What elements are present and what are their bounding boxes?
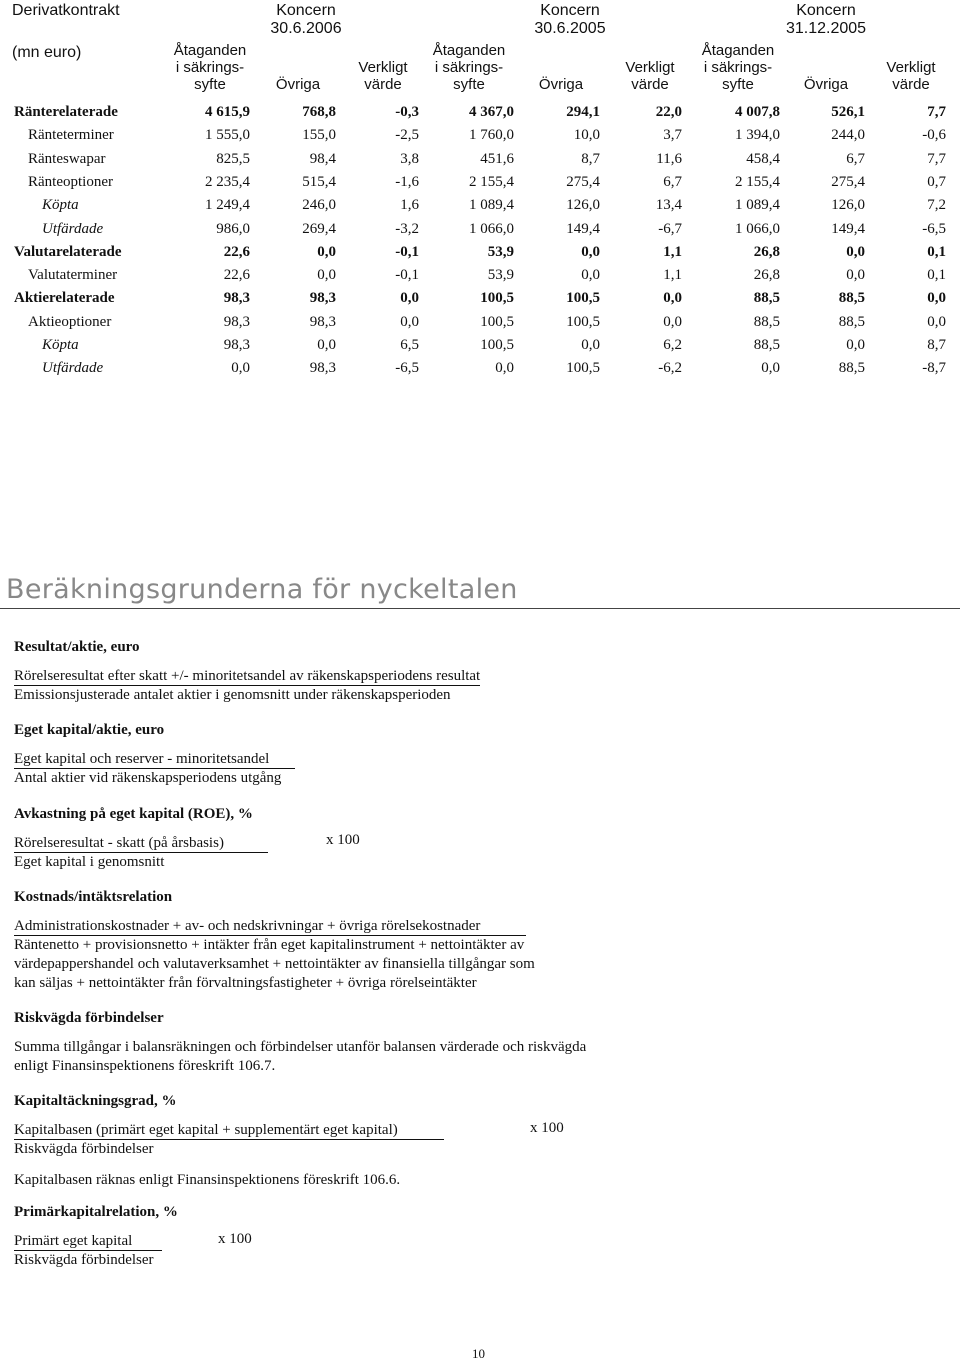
col-header-line: i säkrings- xyxy=(434,59,504,76)
group-header-2005-12 xyxy=(746,2,906,38)
table-cell: 1 089,4 xyxy=(469,197,514,214)
table-cell: 98,4 xyxy=(309,150,336,167)
col-header-line: syfte xyxy=(722,76,754,93)
group-line1: Koncern xyxy=(276,2,336,19)
table-cell: 0,0 xyxy=(846,337,865,353)
table-cell: 88,5 xyxy=(753,290,780,307)
table-cell: 149,4 xyxy=(831,220,865,237)
kf-text-line: Summa tillgångar i balansräkningen och förbindelser utanför balansen värderade och riskvägda xyxy=(14,1039,587,1055)
group-line1: Koncern xyxy=(540,2,600,19)
kf-denominator-line: kan säljas + nettointäkter från förvaltningsfastigheter + övriga rörelseintäkter xyxy=(14,975,477,991)
kf-denominator: Riskvägda förbindelser xyxy=(14,1252,154,1268)
table-cell: 1 066,0 xyxy=(469,220,514,237)
table-cell: 53,9 xyxy=(487,267,514,284)
row-label: Aktieoptioner xyxy=(28,313,112,330)
table-cell: 1,1 xyxy=(663,267,682,284)
table-cell: 126,0 xyxy=(831,197,865,214)
table-cell: 0,0 xyxy=(400,290,419,307)
kf-equity-per-share xyxy=(14,721,295,788)
table-cell: 2 155,4 xyxy=(735,173,780,190)
table-cell: 88,5 xyxy=(838,290,865,307)
table-cell: 7,7 xyxy=(927,104,946,120)
table-cell: 0,0 xyxy=(231,360,250,377)
table-cell: 100,5 xyxy=(480,337,514,353)
table-cell: 98,3 xyxy=(223,290,250,307)
table-title: Derivatkontrakt xyxy=(12,2,120,19)
table-row xyxy=(0,314,960,337)
table-cell: 515,4 xyxy=(302,173,336,190)
kf-numerator: Kapitalbasen (primärt eget kapital + supplementärt eget kapital) xyxy=(14,1122,444,1140)
kf-eps xyxy=(14,638,480,705)
col-header-ovriga: Övriga xyxy=(538,76,584,93)
table-cell: 0,0 xyxy=(663,290,682,307)
table-cell: 6,7 xyxy=(846,150,865,167)
section-divider xyxy=(0,608,960,609)
group-line1: Koncern xyxy=(796,2,856,19)
table-cell: 98,3 xyxy=(309,360,336,377)
table-row xyxy=(0,127,960,150)
table-row xyxy=(0,104,960,127)
table-cell: 98,3 xyxy=(309,313,336,330)
kf-numerator: Eget kapital och reserver - minoritetsandel xyxy=(14,751,295,769)
table-cell: 526,1 xyxy=(831,104,865,120)
kf-numerator: Rörelseresultat - skatt (på årsbasis) xyxy=(14,835,268,853)
table-cell: -6,7 xyxy=(658,220,682,237)
table-cell: 155,0 xyxy=(302,127,336,144)
kf-denominator-line: Räntenetto + provisionsnetto + intäkter från eget kapitalinstrument + nettointäkter av xyxy=(14,937,525,953)
group-line2: 31.12.2005 xyxy=(785,20,867,37)
table-cell: 458,4 xyxy=(746,150,780,167)
table-cell: 1 249,4 xyxy=(205,197,250,214)
table-cell: 88,5 xyxy=(753,337,780,353)
row-label: Valutaterminer xyxy=(28,267,118,284)
table-cell: -6,5 xyxy=(395,360,419,377)
table-cell: 126,0 xyxy=(566,197,600,214)
kf-title: Riskvägda förbindelser xyxy=(14,1010,164,1026)
table-cell: 275,4 xyxy=(831,173,865,190)
table-cell: 0,0 xyxy=(761,360,780,377)
kf-risk-weighted xyxy=(14,1009,586,1076)
table-cell: 0,0 xyxy=(846,243,865,260)
table-cell: 7,7 xyxy=(927,150,946,167)
kf-numerator: Primärt eget kapital xyxy=(14,1233,162,1251)
kf-multiplier: x 100 xyxy=(530,1120,564,1136)
col-header-line: Åtaganden xyxy=(173,42,247,59)
table-cell: 0,0 xyxy=(495,360,514,377)
row-label: Köpta xyxy=(42,197,79,214)
table-cell: 246,0 xyxy=(302,197,336,214)
row-label: Köpta xyxy=(42,337,79,353)
table-cell: 1,6 xyxy=(400,197,419,214)
group-line2: 30.6.2005 xyxy=(534,20,606,37)
group-header-2005-06 xyxy=(490,2,650,38)
table-cell: 100,5 xyxy=(480,290,514,307)
row-label: Utfärdade xyxy=(42,220,104,237)
table-cell: 0,1 xyxy=(927,267,946,284)
table-cell: 100,5 xyxy=(566,360,600,377)
table-cell: -3,2 xyxy=(395,220,419,237)
kf-numerator: Administrationskostnader + av- och nedskrivningar + övriga rörelsekostnader xyxy=(14,918,526,936)
col-header-line: i säkrings- xyxy=(175,59,245,76)
table-cell: -0,3 xyxy=(395,104,419,120)
page-number: 10 xyxy=(472,1346,485,1361)
table-cell: -6,2 xyxy=(658,360,682,377)
table-cell: 451,6 xyxy=(480,150,514,167)
table-cell: 53,9 xyxy=(487,243,514,260)
kf-denominator: Emissionsjusterade antalet aktier i genomsnitt under räkenskapsperioden xyxy=(14,687,451,703)
table-cell: 10,0 xyxy=(573,127,600,144)
kf-title: Resultat/aktie, euro xyxy=(14,639,140,655)
col-header-line: i säkrings- xyxy=(703,59,773,76)
table-cell: 6,5 xyxy=(400,337,419,353)
table-cell: 98,3 xyxy=(309,290,336,307)
table-cell: 88,5 xyxy=(753,313,780,330)
group-line2: 30.6.2006 xyxy=(270,20,342,37)
kf-roe xyxy=(14,805,268,872)
row-label: Ränteoptioner xyxy=(28,173,113,190)
kf-title: Eget kapital/aktie, euro xyxy=(14,722,165,738)
kf-denominator: Eget kapital i genomsnitt xyxy=(14,854,165,870)
group-header-2006 xyxy=(226,2,386,38)
table-cell: 4 007,8 xyxy=(735,104,780,120)
table-cell: 0,0 xyxy=(581,267,600,284)
table-cell: 100,5 xyxy=(566,290,600,307)
col-header-line: Åtaganden xyxy=(701,42,775,59)
kf-capital-adequacy xyxy=(14,1092,444,1190)
col-header-line: värde xyxy=(631,76,669,93)
table-cell: 26,8 xyxy=(753,243,780,260)
table-row xyxy=(0,244,960,267)
kf-denominator-line: värdepappershandel och valutaverksamhet + nettointäkter av finansiella tillgångar som xyxy=(14,956,535,972)
col-header-ataganden xyxy=(165,42,255,93)
kf-denominator: Riskvägda förbindelser xyxy=(14,1141,154,1157)
table-cell: 0,0 xyxy=(927,313,946,330)
kf-title: Primärkapitalrelation, % xyxy=(14,1204,178,1220)
row-label: Ränterelaterade xyxy=(14,104,118,120)
col-header-line: Åtaganden xyxy=(432,42,506,59)
col-header-line: Verkligt xyxy=(886,59,936,76)
table-cell: 0,0 xyxy=(663,313,682,330)
row-label: Valutarelaterade xyxy=(14,243,122,260)
table-cell: 6,2 xyxy=(663,337,682,353)
table-cell: 825,5 xyxy=(216,150,250,167)
table-cell: 11,6 xyxy=(656,150,682,167)
table-cell: 986,0 xyxy=(216,220,250,237)
col-header-verkligt xyxy=(605,59,695,93)
table-cell: 8,7 xyxy=(581,150,600,167)
table-cell: 4 615,9 xyxy=(205,104,250,120)
table-row xyxy=(0,360,960,383)
table-row xyxy=(0,267,960,290)
table-cell: 294,1 xyxy=(566,104,600,120)
table-cell: 0,0 xyxy=(317,337,336,353)
kf-title: Kostnads/intäktsrelation xyxy=(14,889,173,905)
table-cell: 275,4 xyxy=(566,173,600,190)
table-cell: 3,8 xyxy=(400,150,419,167)
table-cell: 98,3 xyxy=(223,337,250,353)
col-header-verkligt xyxy=(866,59,956,93)
table-cell: 1 066,0 xyxy=(735,220,780,237)
kf-multiplier: x 100 xyxy=(218,1231,252,1247)
table-header xyxy=(0,0,960,100)
table-cell: -8,7 xyxy=(922,360,946,377)
table-cell: 22,6 xyxy=(223,243,250,260)
table-cell: -6,5 xyxy=(922,220,946,237)
table-cell: 244,0 xyxy=(831,127,865,144)
table-cell: 88,5 xyxy=(838,360,865,377)
col-header-verkligt xyxy=(338,59,428,93)
table-cell: 1 089,4 xyxy=(735,197,780,214)
table-cell: 3,7 xyxy=(663,127,682,144)
table-row xyxy=(0,197,960,220)
kf-cost-income xyxy=(14,888,535,993)
table-cell: 22,6 xyxy=(223,267,250,284)
row-label: Ränteswapar xyxy=(28,150,106,167)
table-cell: 22,0 xyxy=(655,104,682,120)
table-cell: 8,7 xyxy=(927,337,946,353)
table-cell: 2 235,4 xyxy=(205,173,250,190)
row-label: Ränteterminer xyxy=(28,127,114,144)
table-cell: 98,3 xyxy=(223,313,250,330)
table-cell: 1,1 xyxy=(663,243,682,260)
table-cell: 269,4 xyxy=(302,220,336,237)
table-cell: 100,5 xyxy=(566,313,600,330)
table-cell: -1,6 xyxy=(395,173,419,190)
table-cell: -0,1 xyxy=(395,243,419,260)
table-cell: 768,8 xyxy=(302,104,336,120)
table-cell: 1 394,0 xyxy=(735,127,780,144)
kf-tier1 xyxy=(14,1203,178,1270)
table-cell: 0,0 xyxy=(581,337,600,353)
table-cell: 13,4 xyxy=(655,197,682,214)
table-cell: 100,5 xyxy=(480,313,514,330)
kf-denominator: Antal aktier vid räkenskapsperiodens utgång xyxy=(14,770,282,786)
kf-note: Kapitalbasen räknas enligt Finansinspektionens föreskrift 106.6. xyxy=(14,1172,401,1188)
table-cell: 149,4 xyxy=(566,220,600,237)
table-cell: 6,7 xyxy=(663,173,682,190)
col-header-ovriga: Övriga xyxy=(275,76,321,93)
table-cell: 88,5 xyxy=(838,313,865,330)
table-cell: 2 155,4 xyxy=(469,173,514,190)
section-title: Beräkningsgrunderna för nyckeltalen xyxy=(6,574,518,605)
table-row xyxy=(0,151,960,174)
table-cell: 7,2 xyxy=(927,197,946,214)
row-label: Aktierelaterade xyxy=(14,290,115,307)
table-cell: -2,5 xyxy=(395,127,419,144)
col-header-line: Verkligt xyxy=(625,59,675,76)
table-cell: 0,0 xyxy=(927,290,946,307)
kf-title: Kapitaltäckningsgrad, % xyxy=(14,1093,177,1109)
table-cell: -0,6 xyxy=(922,127,946,144)
col-header-line: värde xyxy=(892,76,930,93)
table-cell: 4 367,0 xyxy=(469,104,514,120)
col-header-ovriga: Övriga xyxy=(803,76,849,93)
table-cell: -0,1 xyxy=(395,267,419,284)
table-row xyxy=(0,174,960,197)
table-unit: (mn euro) xyxy=(12,44,82,61)
col-header-line: syfte xyxy=(453,76,485,93)
table-cell: 0,7 xyxy=(927,173,946,190)
kf-title: Avkastning på eget kapital (ROE), % xyxy=(14,806,253,822)
row-label: Utfärdade xyxy=(42,360,104,377)
table-cell: 0,1 xyxy=(927,243,946,260)
kf-text-line: enligt Finansinspektionens föreskrift 106.7. xyxy=(14,1058,276,1074)
table-cell: 1 760,0 xyxy=(469,127,514,144)
kf-multiplier: x 100 xyxy=(326,832,360,848)
table-cell: 26,8 xyxy=(753,267,780,284)
col-header-line: Verkligt xyxy=(358,59,408,76)
table-row xyxy=(0,221,960,244)
kf-numerator: Rörelseresultat efter skatt +/- minoritetsandel av räkenskapsperiodens resultat xyxy=(14,668,481,684)
col-header-ataganden xyxy=(424,42,514,93)
table-cell: 0,0 xyxy=(846,267,865,284)
table-cell: 0,0 xyxy=(317,243,336,260)
table-cell: 0,0 xyxy=(317,267,336,284)
table-cell: 0,0 xyxy=(581,243,600,260)
col-header-line: syfte xyxy=(194,76,226,93)
table-row xyxy=(0,337,960,360)
table-cell: 1 555,0 xyxy=(205,127,250,144)
table-row xyxy=(0,290,960,313)
col-header-line: värde xyxy=(364,76,402,93)
col-header-ataganden xyxy=(693,42,783,93)
table-cell: 0,0 xyxy=(400,313,419,330)
